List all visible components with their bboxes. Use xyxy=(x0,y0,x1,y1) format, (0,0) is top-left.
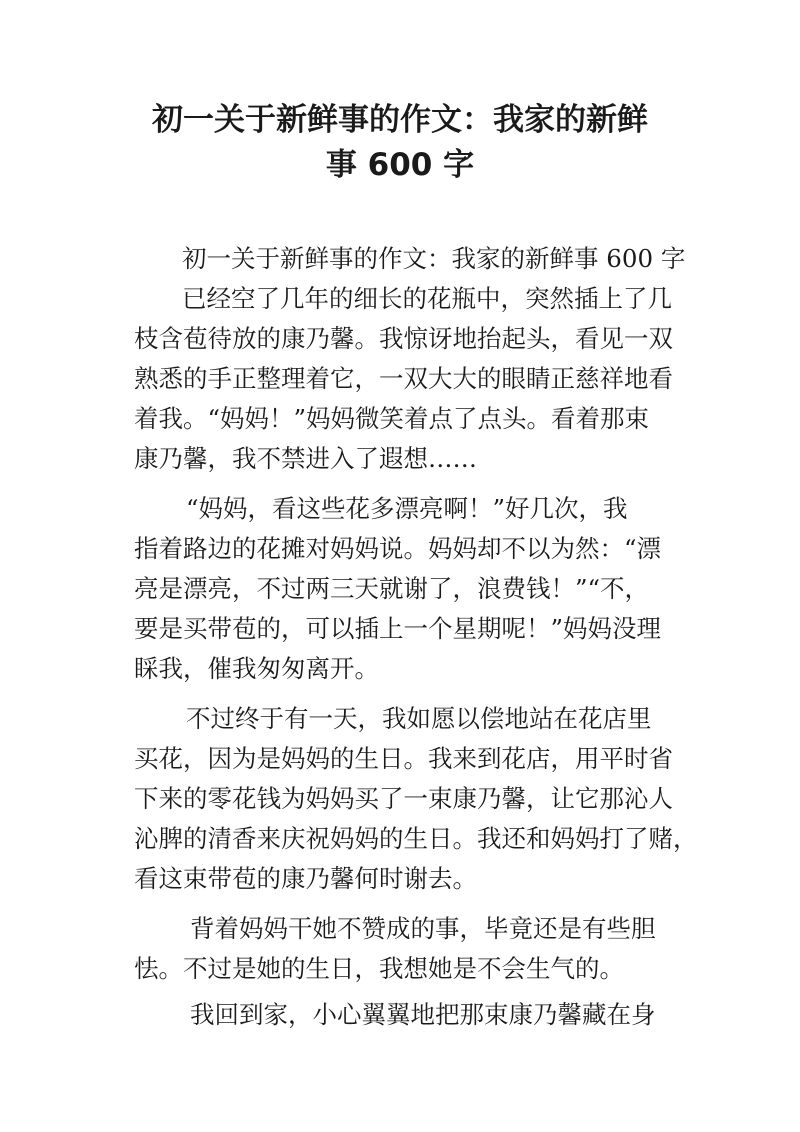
body-line: 初一关于新鲜事的作文：我家的新鲜事 600 字 xyxy=(182,244,686,273)
body-line: 看这束带苞的康乃馨何时谢去。 xyxy=(134,864,477,893)
body-line: 下来的零花钱为妈妈买了一束康乃馨，让它那沁人 xyxy=(134,784,673,813)
body-line: 背着妈妈干她不赞成的事，毕竟还是有些胆 xyxy=(190,914,656,943)
body-line: 我回到家，小心翼翼地把那束康乃馨藏在身 xyxy=(190,1000,656,1029)
body-line: 沁脾的清香来庆祝妈妈的生日。我还和妈妈打了赌， xyxy=(134,824,698,853)
body-line: 睬我，催我匆匆离开。 xyxy=(134,654,379,683)
body-line: 怯。不过是她的生日，我想她是不会生气的。 xyxy=(134,954,624,983)
body-line: 指着路边的花摊对妈妈说。妈妈却不以为然：“漂 xyxy=(134,534,662,563)
body-line: 要是买带苞的，可以插上一个星期呢！”妈妈没理 xyxy=(134,614,662,643)
body-line: “妈妈，看这些花多漂亮啊！”好几次，我 xyxy=(186,494,628,523)
body-line: 枝含苞待放的康乃馨。我惊讶地抬起头，看见一双 xyxy=(134,324,673,353)
body-line: 不过终于有一天，我如愿以偿地站在花店里 xyxy=(186,704,652,733)
body-line: 康乃馨，我不禁进入了遐想…… xyxy=(134,444,477,473)
body-line: 已经空了几年的细长的花瓶中，突然插上了几 xyxy=(182,284,672,313)
body-line: 熟悉的手正整理着它，一双大大的眼睛正慈祥地看 xyxy=(134,364,673,393)
body-line: 亮是漂亮，不过两三天就谢了，浪费钱！”“不， xyxy=(134,574,650,603)
document-title xyxy=(100,98,700,188)
body-line: 买花，因为是妈妈的生日。我来到花店，用平时省 xyxy=(134,744,673,773)
title-line-1: 初一关于新鲜事的作文：我家的新鲜 xyxy=(152,102,648,138)
title-line-2: 事 600 字 xyxy=(325,147,475,183)
body-line: 着我。“妈妈！”妈妈微笑着点了点头。看着那束 xyxy=(134,404,650,433)
